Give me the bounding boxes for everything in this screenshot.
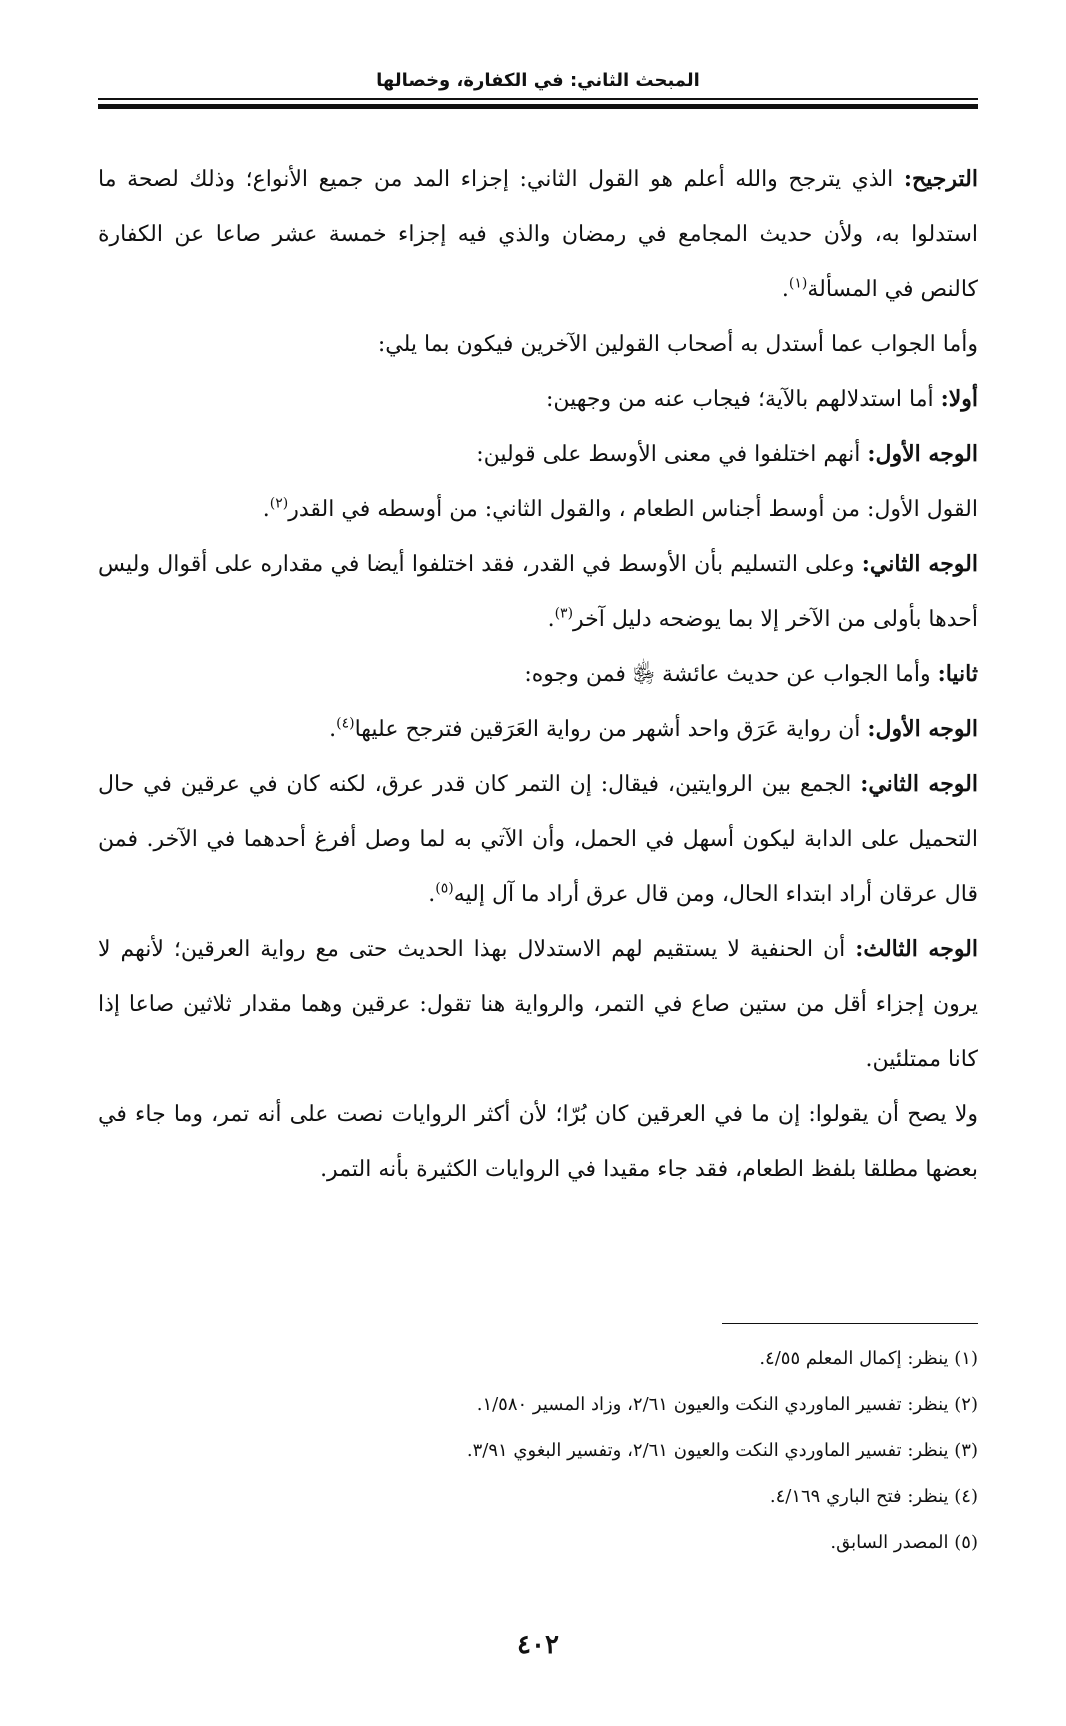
paragraph-heading: الوجه الأول:: [867, 441, 978, 467]
footnote-reference: (٥): [435, 880, 454, 897]
paragraph-heading: الوجه الثاني:: [860, 771, 978, 797]
paragraph-second: [98, 647, 978, 702]
paragraph-heading: الوجه الثاني:: [861, 551, 978, 577]
footnote-reference: (٣): [554, 605, 574, 622]
paragraph-text: أن رواية عَرَق واحد أشهر من رواية العَرَقين فترجح عليها: [354, 717, 868, 742]
paragraph-heading: الترجيح:: [903, 166, 978, 192]
paragraph-text: القول الأول: من أوسط أجناس الطعام ، والقول الثاني: من أوسطه في القدر: [288, 497, 978, 522]
running-header: المبحث الثاني: في الكفارة، وخصالها: [376, 70, 700, 91]
header-rule-thick: [98, 104, 978, 109]
header-rule-thin: [98, 98, 978, 100]
paragraph-first: [98, 372, 978, 427]
paragraph-aspect-one: [98, 427, 978, 482]
paragraph-heading: أولا:: [940, 386, 978, 412]
footnotes: [98, 1336, 978, 1566]
footnote-reference: (٢): [269, 495, 289, 512]
paragraph-aspect-three: [98, 922, 978, 1087]
footnote-item: (٢) ينظر: تفسير الماوردي النكت والعيون ٢/٦١، وزاد المسير ١/٥٨٠.: [476, 1394, 978, 1415]
paragraph-tarjih: الترجيح: الذي يترجح والله أعلم هو القول الثاني: إجزاء المد من جميع الأنواع؛ وذلك لصحة ما استدلوا به، ولأن حديث المجامع في رمضان والذي فيه إجزاء خمسة عشر صاعا عن الكفارة كالنص في المسألة$^{(١)}$.: [98, 166, 978, 302]
paragraph-answer-intro: وأما الجواب عما أستدل به أصحاب القولين الآخرين فيكون بما يلي:: [377, 332, 978, 357]
paragraph-text: وعلى التسليم بأن الأوسط في القدر، فقد اختلفوا أيضا في مقداره على أقوال وليس أحدها بأولى من الآخر إلا بما يوضحه دليل آخر: [98, 552, 978, 632]
paragraph-aspect-one-b: الوجه الأول: أن رواية عَرَق واحد أشهر من رواية العَرَقين فترجح عليها$^{(٤)}$.: [329, 715, 978, 742]
footnote-item: (١) ينظر: إكمال المعلم ٤/٥٥.: [759, 1348, 978, 1369]
paragraph-closing: ولا يصح أن يقولوا: إن ما في العرقين كان بُرّا؛ لأن أكثر الروايات نصت على أنه تمر، وما جاء في بعضها مطلقا بلفظ الطعام، فقد جاء مقيدا في الروايات الكثيرة بأنه التمر.: [98, 1102, 978, 1182]
page-number: ٤٠٢: [517, 1630, 559, 1660]
footnote-item: (٣) ينظر: تفسير الماوردي النكت والعيون ٢/٦١، وتفسير البغوي ٣/٩١.: [466, 1440, 978, 1461]
footnote-reference: (٤): [336, 715, 355, 732]
paragraph-two-opinions: القول الأول: من أوسط أجناس الطعام ، والقول الثاني: من أوسطه في القدر$^{(٢)}$.: [262, 495, 978, 522]
footnote-separator: [722, 1323, 978, 1324]
footnote-reference: (١): [788, 275, 808, 292]
body-text: [98, 152, 978, 1197]
paragraph-text: الذي يترجح والله أعلم هو القول الثاني: إجزاء المد من جميع الأنواع؛ وذلك لصحة ما استدلوا به، ولأن حديث المجامع في رمضان والذي فيه إجزاء خمسة عشر صاعا عن الكفارة كالنص في المسألة: [98, 167, 978, 302]
paragraph-text: أما استدلالهم بالآية؛ فيجاب عنه من وجهين:: [545, 387, 941, 412]
paragraph-heading: ثانيا:: [937, 661, 978, 687]
paragraph-heading: الوجه الثالث:: [855, 936, 978, 962]
paragraph-aspect-two: الوجه الثاني: وعلى التسليم بأن الأوسط في القدر، فقد اختلفوا أيضا في مقداره على أقوال وليس أحدها بأولى من الآخر إلا بما يوضحه دليل آخر$^{(٣)}$.: [98, 551, 978, 632]
paragraph-text: وأما الجواب عن حديث عائشة ﵂ فمن وجوه:: [524, 662, 938, 687]
paragraph-heading: الوجه الأول:: [867, 716, 978, 742]
paragraph-text: أن الحنفية لا يستقيم لهم الاستدلال بهذا الحديث حتى مع رواية العرقين؛ لأنهم لا يرون إجزاء أقل من ستين صاع في التمر، والرواية هنا تقول: عرقين وهما مقدار ثلاثين صاعا إذا كانا ممتلئين.: [98, 937, 978, 1072]
footnote-item: (٤) ينظر: فتح الباري ٤/١٦٩.: [769, 1486, 978, 1507]
paragraph-text: الجمع بين الروايتين، فيقال: إن التمر كان قدر عرق، لكنه كان في عرقين في حال التحميل على الدابة ليكون أسهل في الحمل، وأن الآتي به لما وصل أفرغ أحدهما في الآخر. فمن قال عرقان أراد ابتداء الحال، ومن قال عرق أراد ما آل إليه: [98, 772, 978, 907]
paragraph-text: أنهم اختلفوا في معنى الأوسط على قولين:: [476, 442, 868, 467]
footnote-item: (٥) المصدر السابق.: [830, 1532, 978, 1553]
paragraph-aspect-two-b: الوجه الثاني: الجمع بين الروايتين، فيقال: إن التمر كان قدر عرق، لكنه كان في عرقين في حال التحميل على الدابة ليكون أسهل في الحمل، وأن الآتي به لما وصل أفرغ أحدهما في الآخر. فمن قال عرقان أراد ابتداء الحال، ومن قال عرق أراد ما آل إليه$^{(٥)}$.: [98, 771, 978, 907]
